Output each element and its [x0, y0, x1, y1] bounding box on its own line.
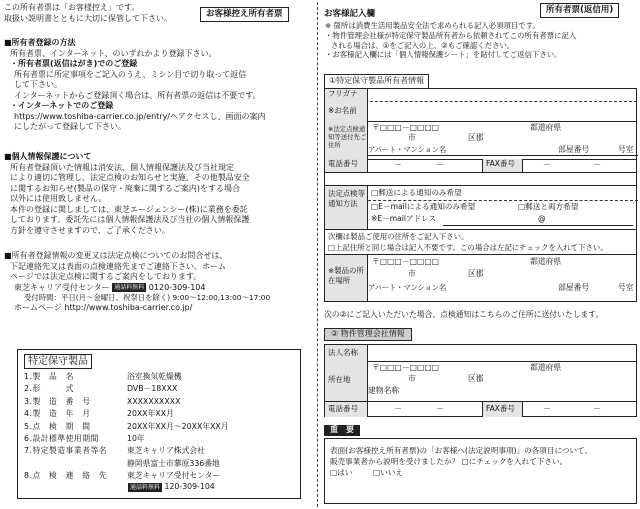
product-info-box: [17, 349, 301, 499]
text-line: にしたがって登録して下さい。: [14, 122, 126, 132]
no-checkbox[interactable]: □いいえ: [373, 468, 403, 477]
toll-free-icon: 通話料無料: [114, 283, 145, 291]
furigana-field[interactable]: [367, 89, 637, 101]
product-row-value: 10年: [127, 433, 145, 443]
homepage-link[interactable]: ホームページ http://www.toshiba-carrier.co.jp/: [14, 302, 193, 312]
management-section-title: ② 物件管理会社情報: [324, 328, 412, 341]
product-row: [24, 422, 296, 434]
apartment-label: アパート・マンション名: [368, 145, 447, 154]
room-suffix: 号室: [618, 283, 634, 292]
product-row: [24, 397, 296, 409]
postal-code: 〒□□□－□□□□: [372, 363, 440, 372]
text-line: 所有者票に所定事項をご記入のうえ、ミシン目で切り取って返信: [14, 69, 247, 79]
option-email-only[interactable]: □E－mailによる通知のみ希望: [371, 202, 476, 211]
intro-line: この所有者票は「お客様控え」です。: [4, 3, 140, 12]
important-badge: 重 要: [324, 425, 360, 436]
contact-company: 東芝キャリア受付センター: [14, 282, 110, 292]
address-field[interactable]: [367, 121, 637, 159]
product-row: [24, 459, 296, 471]
room-suffix: 号室: [618, 145, 634, 154]
management-table: [324, 344, 637, 417]
location-field[interactable]: [367, 255, 637, 301]
contact-phone: 0120-309-104: [148, 282, 206, 292]
yes-checkbox[interactable]: □はい: [330, 468, 353, 477]
notify-options: [367, 186, 637, 229]
fax-field[interactable]: [522, 159, 637, 172]
postal-code: 〒□□□－□□□□: [372, 257, 440, 266]
notify-method-label: 法定点検等通知方法: [325, 186, 367, 229]
product-phone-number: 120-309-104: [164, 482, 215, 491]
notify-method-row: [324, 186, 637, 230]
dash: －: [394, 160, 402, 169]
product-row-label: 7.特定製造事業者等名: [24, 446, 108, 456]
dash: －: [593, 160, 601, 169]
product-row-label: 8.点 検 連 絡 先: [24, 471, 108, 481]
product-row: [24, 434, 296, 446]
intro-text: [4, 3, 172, 24]
name-field[interactable]: [367, 101, 637, 121]
dash: －: [436, 404, 444, 413]
email-at-sign: @: [538, 214, 546, 223]
district-label: 区郡: [468, 374, 484, 383]
text-line: インターネットからご登録頂く場合は、所有者票の返信は不要です。: [14, 90, 261, 100]
entry-notes: [325, 21, 637, 60]
dash: －: [543, 160, 551, 169]
business-hours: 受付時間：平日(月～金曜日、祝祭日を除く) 9:00～12:00,13:00～17:00: [24, 293, 271, 303]
corp-address-field[interactable]: [367, 361, 637, 401]
dash: －: [436, 160, 444, 169]
product-row-value: 20XX年XX月～20XX年XX月: [127, 421, 229, 431]
city-label: 市: [408, 374, 416, 383]
option-postal-only[interactable]: □郵送による通知のみ希望: [371, 188, 462, 197]
furigana-label: フリガナ: [325, 89, 367, 101]
product-row-value: DVB－18XXX: [127, 384, 178, 394]
name-label: ※お名前: [325, 101, 367, 121]
note-line: される場合は、①をご記入の上、②もご確認ください。: [331, 40, 515, 50]
corp-phone-label: 電話番号: [325, 402, 367, 417]
registration-url-line: https://www.toshiba-carrier.co.jp/entry/へアクセスし、画面の案内: [14, 111, 266, 121]
product-row-value: 静岡県富士市蓼原336番地: [127, 458, 220, 468]
district-label: 区郡: [468, 133, 484, 142]
privacy-title: ■個人情報保護について: [4, 152, 92, 161]
product-row: [24, 372, 296, 384]
district-label: 区郡: [468, 269, 484, 278]
customer-copy-stamp: お客様控え所有者票: [200, 7, 289, 22]
product-row: [24, 384, 296, 396]
text-line: 方針を遵守させますので、ご了承ください。: [10, 225, 170, 235]
city-label: 市: [408, 133, 416, 142]
corp-name-field[interactable]: [367, 345, 637, 361]
registration-title: ■所有者登録の方法: [4, 38, 76, 47]
dash: －: [543, 404, 551, 413]
product-row-label: 6.設計標準使用期間: [24, 433, 99, 443]
text-line: 本件の登録に関しましては、東芝エージェンシー(株)に業務を委託: [10, 204, 248, 214]
dash: －: [593, 404, 601, 413]
postal-code: 〒□□□－□□□□: [372, 123, 440, 132]
location-label: ※製品の所在場所: [325, 255, 367, 301]
product-row-label: 5.点 検 期 間: [24, 421, 91, 431]
location-note: 次欄は製品ご使用の住所をご記入下さい。: [328, 232, 469, 241]
intro-line: 取扱い説明書とともに大切に保管して下さい。: [4, 13, 172, 23]
city-label: 市: [408, 269, 416, 278]
phone-label: 電話番号: [325, 159, 367, 172]
important-box: [324, 438, 637, 504]
prefecture-label: 都道府県: [530, 363, 562, 372]
dash: －: [394, 404, 402, 413]
email-label: ※E－mailアドレス: [371, 214, 437, 223]
corp-name-label: 法人名称: [325, 345, 367, 361]
product-row-value: 20XX年XX月: [127, 409, 174, 419]
room-number-label: 部屋番号: [558, 145, 590, 154]
note-line: ・お客様記入欄には「個人情報保護シート」を貼付してご返信下さい。: [325, 50, 562, 60]
product-rows: [24, 372, 296, 484]
room-number-label: 部屋番号: [558, 283, 590, 292]
text-line: ページでは法定点検に関するご案内をしております。: [10, 272, 202, 282]
privacy-section: [4, 152, 314, 236]
text-line: 下記連絡先又は表面の点検連絡先までご連絡下さい。ホーム: [10, 261, 226, 271]
text-line: に関するお知らせ(製品の保守・廃棄に関するご案内)をする場合: [10, 183, 240, 193]
prefecture-label: 都道府県: [530, 123, 562, 132]
phone-field[interactable]: [367, 159, 482, 172]
entry-heading: お客様記入欄: [324, 9, 376, 19]
product-box-title: 特定保守製品: [24, 354, 92, 369]
building-label: 建物名称: [368, 386, 400, 395]
return-copy-stamp: 所有者票(返信用): [540, 3, 619, 18]
important-line: 販売事業者から説明を受けましたか？ □にチェックを入れて下さい。: [330, 457, 568, 466]
fax-label: FAX番号: [482, 159, 522, 172]
product-row-label: 1.製 品 名: [24, 372, 74, 381]
text-line: 所有者登録頂いた情報は消安法、個人情報保護法及び当社規定: [10, 162, 234, 172]
product-row: [24, 409, 296, 421]
text-line: しております。委託先には個人情報保護法及び当社の個人情報保護: [10, 215, 250, 225]
prefecture-label: 都道府県: [530, 257, 562, 266]
apartment-label: アパート・マンション名: [368, 283, 447, 292]
text-line: 所有者票、インターネット、のいずれかより登録下さい。: [10, 48, 217, 58]
product-row-label: 4.製 造 年 月: [24, 409, 91, 419]
product-row-value: 東芝キャリア株式会社: [127, 446, 205, 456]
section2-intro: 次の②にご記入いただいた場合、点検通知はこちらのご住所に送付いたします。: [324, 310, 604, 319]
corp-fax-label: FAX番号: [482, 402, 522, 417]
option-both[interactable]: □郵送と両方希望: [518, 202, 579, 211]
product-phone: [128, 482, 215, 492]
product-row-value: 浴室換気乾燥機: [127, 372, 182, 381]
note-line: ・物件管理会社様が特定保守製品所有者から依頼されてこの所有者票に記入: [325, 30, 577, 40]
product-row-label: [24, 459, 127, 471]
address-label: ※法定点検通知等送付先ご住所: [325, 121, 367, 159]
text-line: 以外には使用致しません。: [10, 194, 107, 204]
corp-fax-field[interactable]: [522, 402, 637, 417]
email-field[interactable]: [443, 225, 633, 226]
product-row: [24, 446, 296, 458]
important-line: 表面(お客様控え所有者票)の「お客様へ(法定説明事項)」の各項目について、: [330, 446, 593, 455]
corp-address-label: 所在地: [325, 361, 367, 401]
contact-section: [4, 251, 316, 314]
text-line: により適切に管理し、法定点検のお知らせと実施、その他製品安全: [10, 173, 250, 183]
text-line: して下さい。: [14, 80, 62, 90]
corp-phone-field[interactable]: [367, 402, 482, 417]
note-line: ※ 箇所は消費生活用製品安全法で求められる記入必須項目です。: [325, 21, 540, 30]
product-row-label: 2.形 式: [24, 384, 74, 394]
perforation-line: [317, 2, 318, 507]
registration-method-internet: ・インターネットでのご登録: [10, 101, 114, 111]
toll-free-icon: 通話料無料: [130, 483, 161, 491]
owner-section-title: [324, 74, 429, 89]
owner-table: [324, 88, 637, 186]
text-line: ■所有者登録情報の変更又は法定点検についてのお問合せは、: [4, 251, 228, 260]
same-address-checkbox[interactable]: □上記住所と同じ場合は記入不要です。この場合は左記にチェックを入れて下さい。: [328, 243, 608, 252]
registration-method-postcard: ・所有者票(返信はがき)でのご登録: [10, 59, 138, 69]
registration-section: [4, 38, 314, 133]
location-block: [324, 230, 637, 302]
product-row-value: 東芝キャリア受付センター: [127, 471, 221, 481]
product-row-value: XXXXXXXXXX: [127, 396, 181, 406]
product-row-label: 3.製 造 番 号: [24, 396, 91, 406]
owner-section-label: ①特定保守製品所有者情報: [324, 74, 429, 89]
